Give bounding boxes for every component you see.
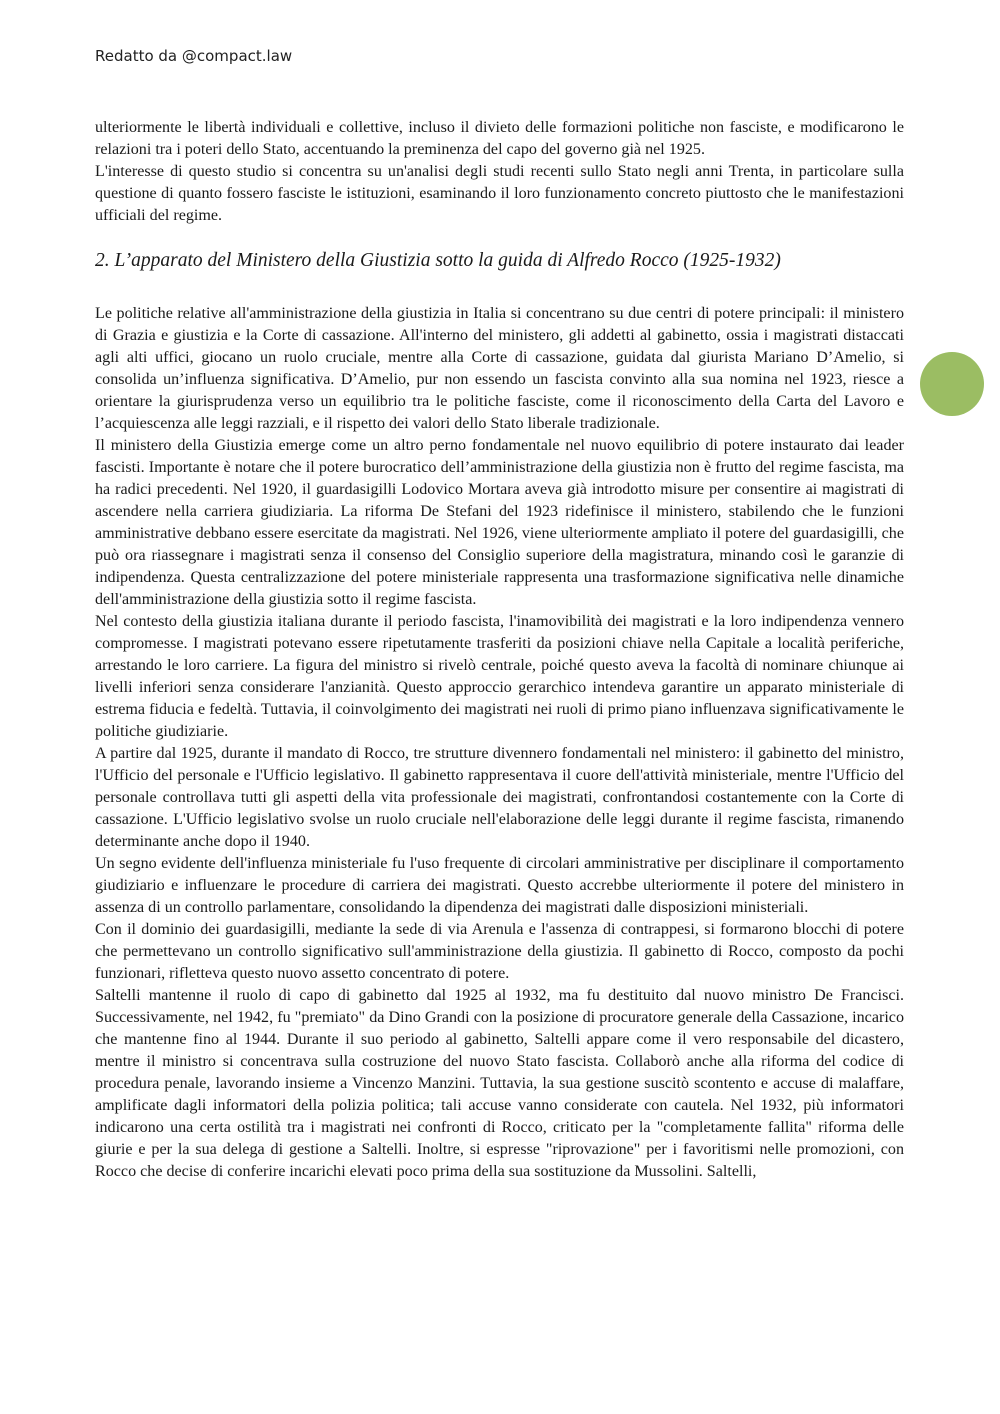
paragraph: Un segno evidente dell'influenza ministeriale fu l'uso frequente di circolari amministrative per disciplinare il comportamento giudiziario e influenzare le procedure di carriera dei magistrati. Questo accrebbe ulteriormente il potere del ministero in assenza di un controllo parlamentare, consolidando la dipendenza dei magistrati dalle disposizioni ministeriali. — [95, 855, 904, 916]
section-heading: 2. L’apparato del Ministero della Giustizia sotto la guida di Alfredo Rocco (1925-1932) — [95, 250, 781, 271]
paragraph: Le politiche relative all'amministrazione della giustizia in Italia si concentrano su due centri di potere principali: il ministero di Grazia e giustizia e la Corte di cassazione. All'interno del ministero, gli addetti al gabinetto, ossia i magistrati distaccati agli alti uffici, giocano un ruolo cruciale, mentre alla Corte di cassazione, guidata dal giurista Mariano D’Amelio, si consolida un’influenza significativa. D’Amelio, pur non essendo un fascista convinto alla sua nomina nel 1923, riesce a orientare la giurisprudenza verso un equilibrio tra le politiche fasciste, come il riconoscimento della Carta del Lavoro e l’acquiescenza alle leggi razziali, e il rispetto dei valori dello Stato liberale tradizionale. — [95, 305, 904, 432]
paragraph: Nel contesto della giustizia italiana durante il periodo fascista, l'inamovibilità dei magistrati e la loro indipendenza vennero compromesse. I magistrati potevano essere ripetutamente trasferiti da posizioni chiave nella Capitale a località periferiche, arrestando le loro carriere. La figura del ministro si rivelò centrale, poiché questo aveva la facoltà di nominare chiunque ai livelli inferiori senza considerare l'anzianità. Questo approccio gerarchico intendeva garantire un apparato ministeriale di estrema fiducia e fedeltà. Tuttavia, il coinvolgimento dei magistrati nei ruoli di primo piano influenzava significativamente le politiche giudiziarie. — [95, 613, 904, 740]
paragraph: Con il dominio dei guardasigilli, mediante la sede di via Arenula e l'assenza di contrappesi, si formarono blocchi di potere che permettevano un controllo significativo sull'amministrazione della giustizia. Il gabinetto di Rocco, composto da pochi funzionari, rifletteva questo nuovo assetto concentrato di potere. — [95, 921, 904, 982]
paragraph: A partire dal 1925, durante il mandato di Rocco, tre strutture divennero fondamentali nel ministero: il gabinetto del ministro, l'Ufficio del personale e l'Ufficio legislativo. Il gabinetto rappresentava il cuore dell'attività ministeriale, mentre l'Ufficio del personale controllava tutti gli aspetti della vita professionale dei magistrati, confrontandosi costantemente con la Corte di cassazione. L'Ufficio legislativo svolse un ruolo cruciale nell'elaborazione delle leggi durante il regime fascista, rimanendo determinante anche dopo il 1940. — [95, 745, 904, 850]
page-header: Redatto da @compact.law — [95, 47, 293, 65]
paragraph: Saltelli mantenne il ruolo di capo di gabinetto dal 1925 al 1932, ma fu destituito dal nuovo ministro De Francisci. Successivamente, nel 1942, fu "premiato" da Dino Grandi con la posizione di procuratore generale della Cassazione, incarico che mantenne fino al 1944. Durante il suo periodo al gabinetto, Saltelli appare come il vero responsabile del dicastero, mentre il ministro si concentrava sulla costruzione del nuovo Stato fascista. Collaborò anche alla riforma del codice di procedura penale, lavorando insieme a Vincenzo Manzini. Tuttavia, la sua gestione suscitò scontento e accuse di malaffare, amplificate dagli informatori della polizia politica; tali accuse vanno considerate con cautela. Nel 1932, più informatori indicarono una certa ostilità tra i magistrati nei confronti di Rocco, criticato per la "completamente fallita" riforma delle giurie e per la sua delega di gestione a Saltelli. Inoltre, si espresse "riprovazione" per i favoritismi nelle promozioni, con Rocco che decise di conferire incarichi elevati poco prima della sua sostituzione da Mussolini. Saltelli, — [95, 987, 904, 1180]
document-body — [95, 117, 904, 1183]
paragraph: Il ministero della Giustizia emerge come un altro perno fondamentale nel nuovo equilibrio di potere instaurato dai leader fascisti. Importante è notare che il potere burocratico dell’amministrazione della giustizia non è frutto del regime fascista, ma ha radici precedenti. Nel 1920, il guardasigilli Lodovico Mortara aveva già introdotto misure per consentire ai magistrati di ascendere nella carriera giudiziaria. La riforma De Stefani del 1923 ridefinisce il ministero, stabilendo che le funzioni amministrative debbano essere esercitate da magistrati. Nel 1926, viene ulteriormente ampliato il potere del guardasigilli, che può ora riassegnare i magistrati senza il consenso del Consiglio superiore della magistratura, minando così le garanzie di indipendenza. Questa centralizzazione del potere ministeriale rappresenta una trasformazione significativa nelle dinamiche dell'amministrazione della giustizia sotto il regime fascista. — [95, 437, 904, 608]
decorative-green-circle — [920, 352, 984, 416]
paragraph: L'interesse di questo studio si concentra su un'analisi degli studi recenti sullo Stato negli anni Trenta, in particolare sulla questione di quanto fossero fasciste le istituzioni, esaminando il loro funzionamento concreto piuttosto che le manifestazioni ufficiali del regime. — [95, 163, 904, 224]
paragraph: ulteriormente le libertà individuali e collettive, incluso il divieto delle formazioni politiche non fasciste, e modificarono le relazioni tra i poteri dello Stato, accentuando la preminenza del capo del governo già nel 1925. — [95, 119, 904, 158]
